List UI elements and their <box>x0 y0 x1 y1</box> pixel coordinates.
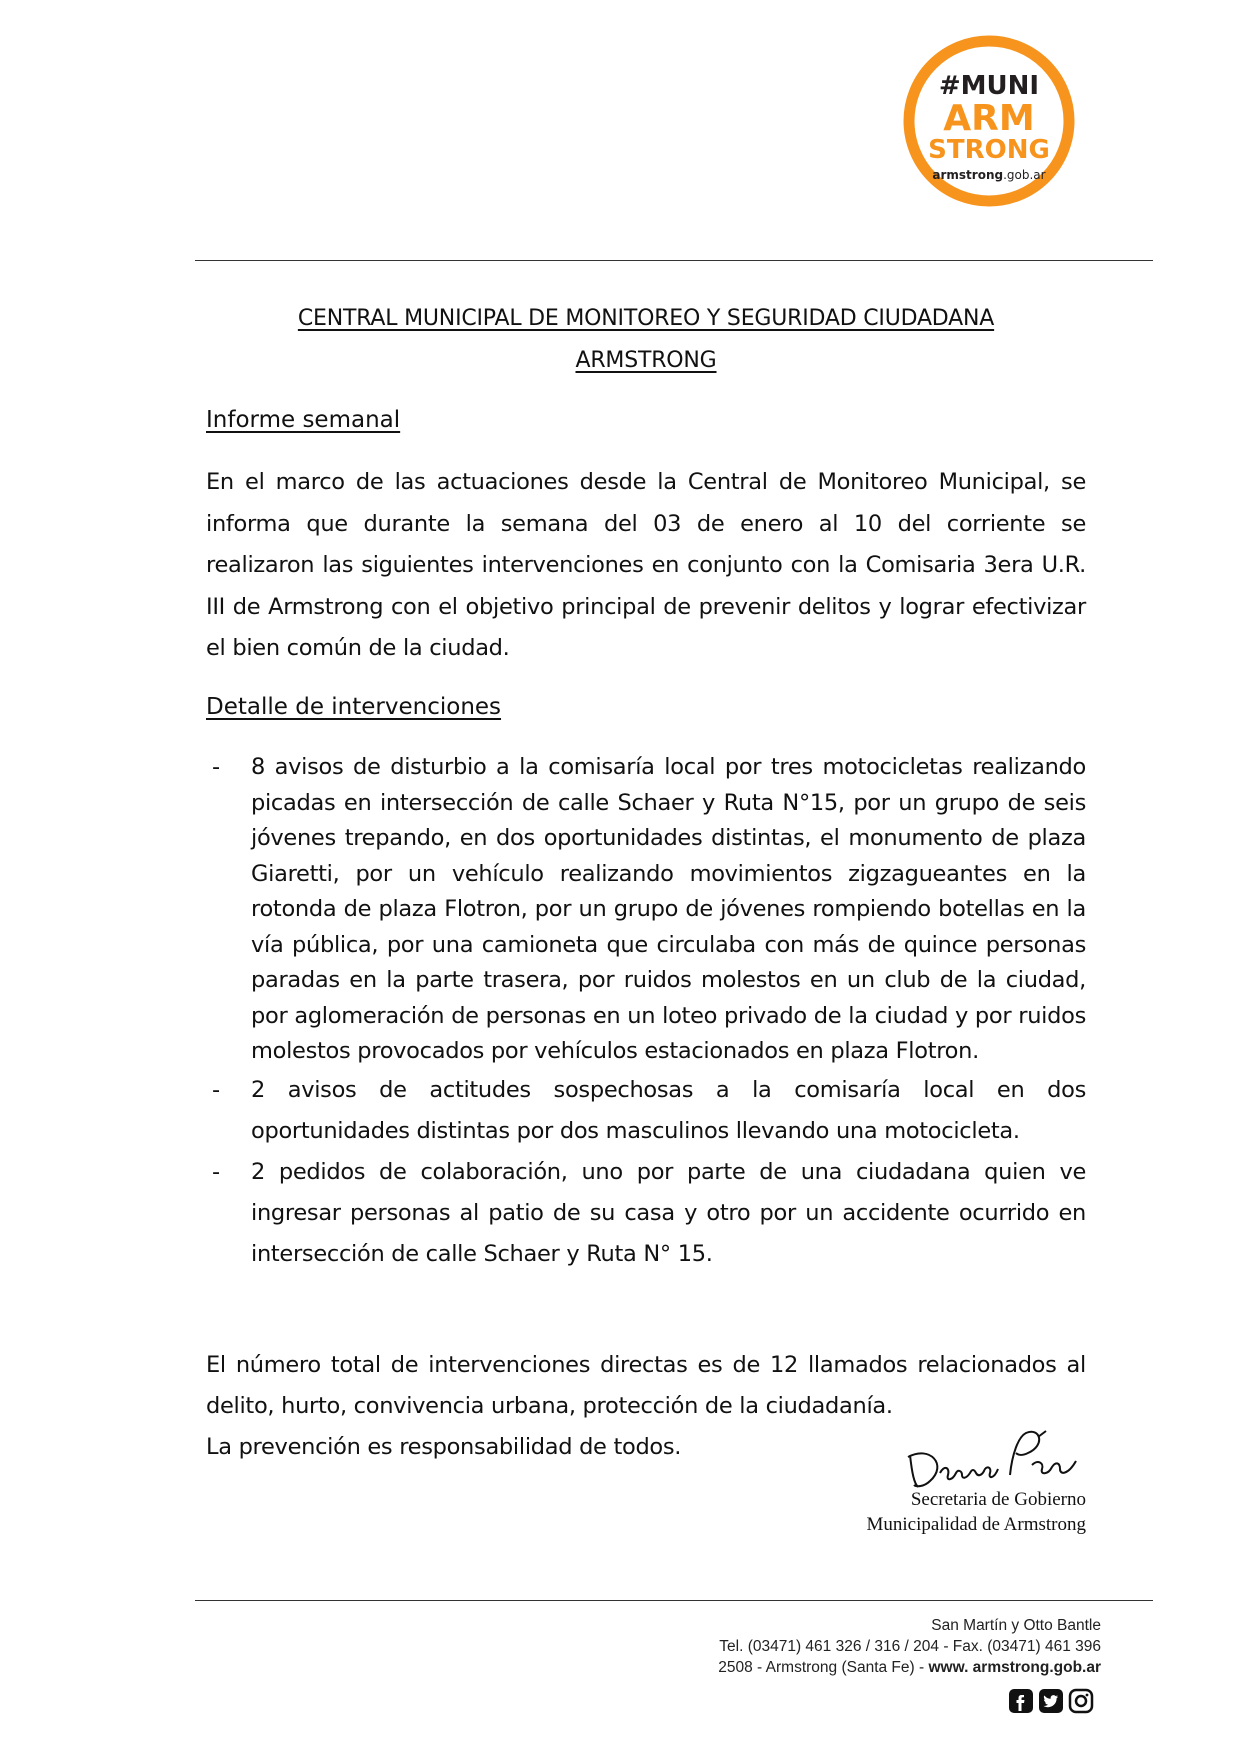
list-bullet: - <box>212 754 220 780</box>
instagram-icon[interactable] <box>1068 1688 1094 1714</box>
logo-line-muni: #MUNI <box>938 71 1040 101</box>
list-item-text: 2 pedidos de colaboración, uno por parte de una ciudadana quien ve ingresar personas al patio de su casa y otro por un accidente ocurrido en intersección de calle Schaer y Ruta N° 15. <box>251 1158 1086 1267</box>
list-item <box>206 1070 1086 1152</box>
total-summary: El número total de intervenciones directas es de 12 llamados relacionados al delito, hurto, convivencia urbana, protección de la ciudadanía. <box>206 1352 1086 1419</box>
list-bullet: - <box>212 1158 220 1185</box>
municipality-logo <box>902 34 1076 208</box>
footer-website[interactable]: www. armstrong.gob.ar <box>928 1659 1101 1676</box>
document-title <box>180 298 1112 382</box>
logo-url-rest: .gob.ar <box>1003 168 1046 182</box>
signature-block <box>866 1487 1086 1537</box>
footer-contact <box>718 1615 1101 1678</box>
list-item-text: 8 avisos de disturbio a la comisaría local por tres motocicletas realizando picadas en intersección de calle Schaer y Ruta N°15, por un grupo de seis jóvenes trepando, en dos oportunidades distintas, el monumento de plaza Giaretti, por un vehículo realizando movimientos zigzagueantes en la rotonda de plaza Flotron, por un grupo de jóvenes rompiendo botellas en la vía pública, por una camioneta que circulaba con más de quince personas paradas en la parte trasera, por ruidos molestos en un club de la ciudad, por aglomeración de personas en un loteo privado de la ciudad y por ruidos molestos provocados por vehículos estacionados en plaza Flotron. <box>251 754 1086 1064</box>
title-line-2: ARMSTRONG <box>575 348 717 373</box>
footer-address: San Martín y Otto Bantle <box>931 1617 1101 1634</box>
list-item <box>206 1152 1086 1275</box>
footer-city: 2508 - Armstrong (Santa Fe) - <box>718 1659 929 1676</box>
social-icons <box>1008 1688 1094 1714</box>
footer-city-line <box>718 1657 1101 1678</box>
logo-line-arm: ARM <box>943 98 1035 139</box>
report-intro: En el marco de las actuaciones desde la Central de Monitoreo Municipal, se informa que durante la semana del 03 de enero al 10 del corriente se realizaron las siguientes intervenciones en conjunto con la Comisaria 3era U.R. III de Armstrong con el objetivo principal de prevenir delitos y lograr efectivizar el bien común de la ciudad. <box>206 469 1086 661</box>
signature-organization: Municipalidad de Armstrong <box>866 1514 1086 1535</box>
list-item-text: 2 avisos de actitudes sospechosas a la comisaría local en dos oportunidades distintas por dos masculinos llevando una motocicleta. <box>251 1076 1086 1144</box>
logo-url-bold: armstrong <box>932 168 1004 182</box>
svg-text:armstrong.gob.ar <box>932 168 1045 182</box>
title-line-1: CENTRAL MUNICIPAL DE MONITOREO Y SEGURIDAD CIUDADANA <box>297 306 995 331</box>
footer-divider <box>195 1600 1153 1601</box>
list-bullet: - <box>212 1076 220 1103</box>
interventions-list <box>206 750 1086 1275</box>
header-divider <box>195 260 1153 261</box>
footer-phones: Tel. (03471) 461 326 / 316 / 204 - Fax. (03471) 461 396 <box>719 1638 1101 1655</box>
twitter-icon[interactable] <box>1038 1688 1064 1714</box>
signature-title: Secretaria de Gobierno <box>910 1489 1086 1510</box>
logo-line-strong: STRONG <box>928 135 1050 165</box>
prevention-motto: La prevención es responsabilidad de todos. <box>206 1434 682 1460</box>
list-item <box>206 750 1086 1070</box>
details-heading: Detalle de intervenciones <box>206 694 502 720</box>
report-heading: Informe semanal <box>206 407 401 433</box>
facebook-icon[interactable] <box>1008 1688 1034 1714</box>
handwritten-signature <box>900 1425 1090 1495</box>
